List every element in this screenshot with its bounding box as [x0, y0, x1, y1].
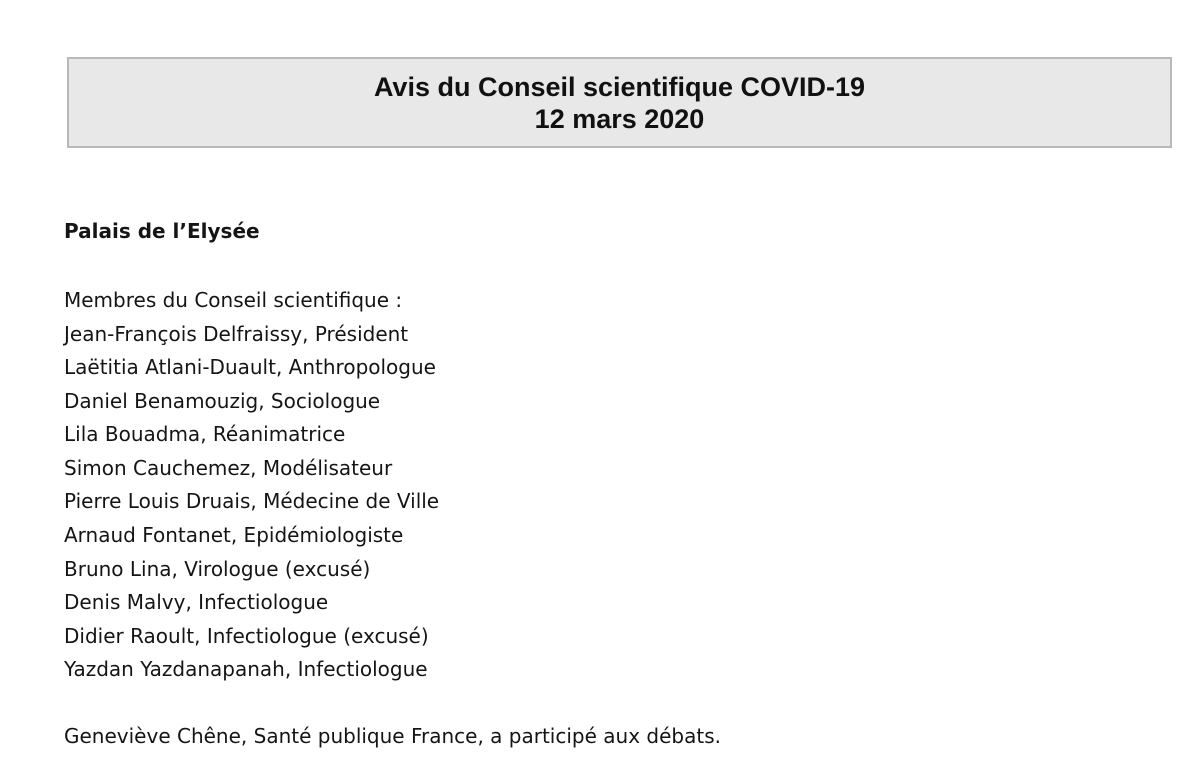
location-heading: Palais de l’Elysée [64, 219, 260, 243]
member-item: Denis Malvy, Infectiologue [64, 590, 329, 615]
member-item: Didier Raoult, Infectiologue (excusé) [64, 623, 429, 648]
document-body [64, 214, 1164, 753]
member-item: Lila Bouadma, Réanimatrice [64, 422, 346, 447]
member-item: Bruno Lina, Virologue (excusé) [64, 556, 371, 581]
member-item: Laëtitia Atlani-Duault, Anthropologue [64, 355, 436, 380]
member-item: Pierre Louis Druais, Médecine de Ville [64, 489, 440, 514]
members-heading: Membres du Conseil scientifique : [64, 288, 403, 312]
document-title: Avis du Conseil scientifique COVID-19 [373, 72, 866, 102]
member-item: Simon Cauchemez, Modélisateur [64, 455, 393, 480]
document-date: 12 mars 2020 [534, 104, 705, 134]
member-item: Jean-François Delfraissy, Président [64, 321, 409, 346]
member-item: Arnaud Fontanet, Epidémiologiste [64, 523, 404, 548]
member-item: Yazdan Yazdanapanah, Infectiologue [64, 657, 428, 682]
title-box [67, 57, 1172, 148]
participation-note: Geneviève Chêne, Santé publique France, a participé aux débats. [64, 724, 721, 749]
member-item: Daniel Benamouzig, Sociologue [64, 388, 381, 413]
members-list [64, 318, 1164, 688]
